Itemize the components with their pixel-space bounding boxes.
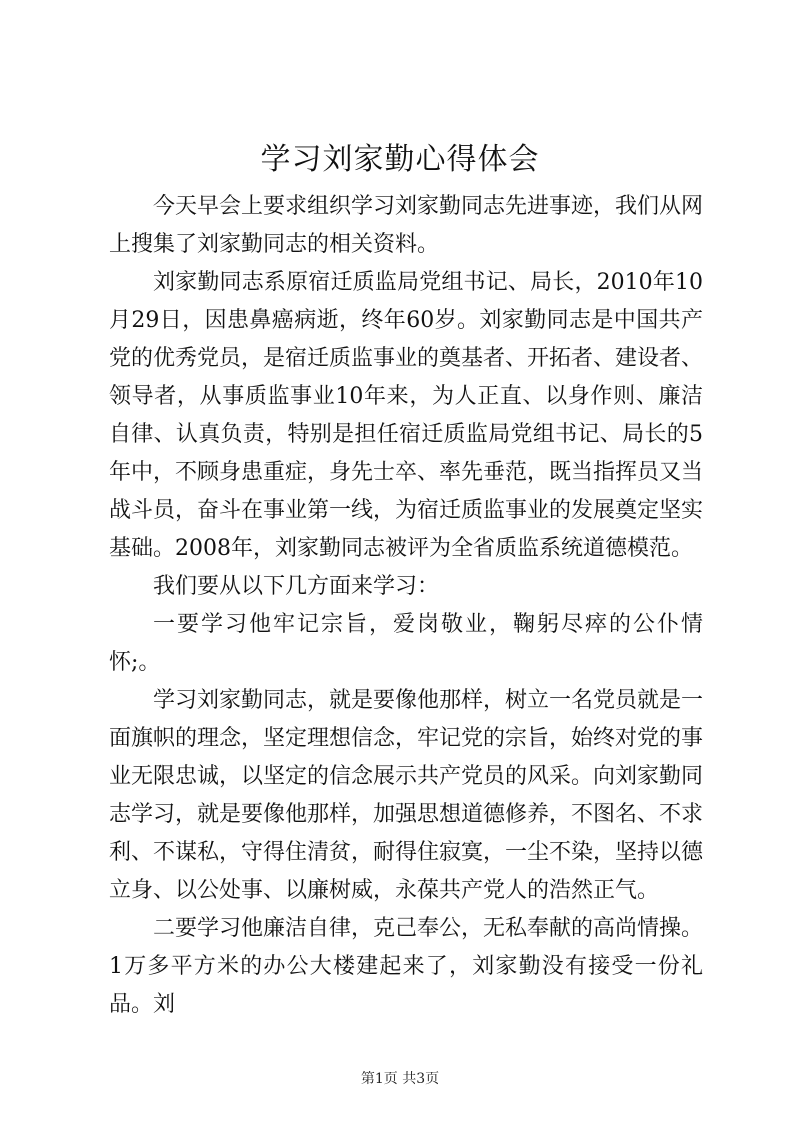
paragraph-biography: 刘家勤同志系原宿迁质监局党组书记、局长，2010年10月29日，因患鼻癌病逝，终年60岁。刘家勤同志是中国共产党的优秀党员，是宿迁质监事业的奠基者、开拓者、建设者、领导者，从事质监事业10年来，为人正直、以身作则、廉洁自律、认真负责，特别是担任宿迁质监局党组书记、局长的5年中，不顾身患重症，身先士卒、率先垂范，既当指挥员又当战斗员，奋斗在事业第一线，为宿迁质监事业的发展奠定坚实基础。2008年，刘家勤同志被评为全省质监系统道德模范。 [109, 270, 704, 561]
document-title: 学习刘家勤心得体会 [260, 142, 540, 177]
page-footer: 第1页 共3页 [360, 1071, 440, 1087]
paragraph-study-aspects: 我们要从以下几方面来学习： [153, 574, 440, 599]
paragraph-intro: 今天早会上要求组织学习刘家勤同志先进事迹，我们从网上搜集了刘家勤同志的相关资料。 [109, 194, 704, 257]
paragraph-point-two: 二要学习他廉洁自律，克己奉公，无私奉献的高尚情操。1万多平方米的办公大楼建起来了，刘家勤没有接受一份礼品。刘 [109, 916, 704, 1017]
paragraph-point-one: 一要学习他牢记宗旨，爱岗敬业，鞠躬尽瘁的公仆情怀;。 [109, 612, 703, 675]
paragraph-point-one-detail: 学习刘家勤同志，就是要像他那样，树立一名党员就是一面旗帜的理念，坚定理想信念，牢记党的宗旨，始终对党的事业无限忠诚，以坚定的信念展示共产党员的风采。向刘家勤同志学习，就是要像他那样，加强思想道德修养，不图名、不求利、不谋私，守得住清贫，耐得住寂寞，一尘不染，坚持以德立身、以公处事、以廉树威，永葆共产党人的浩然正气。 [109, 688, 704, 903]
document-body [109, 188, 703, 1024]
